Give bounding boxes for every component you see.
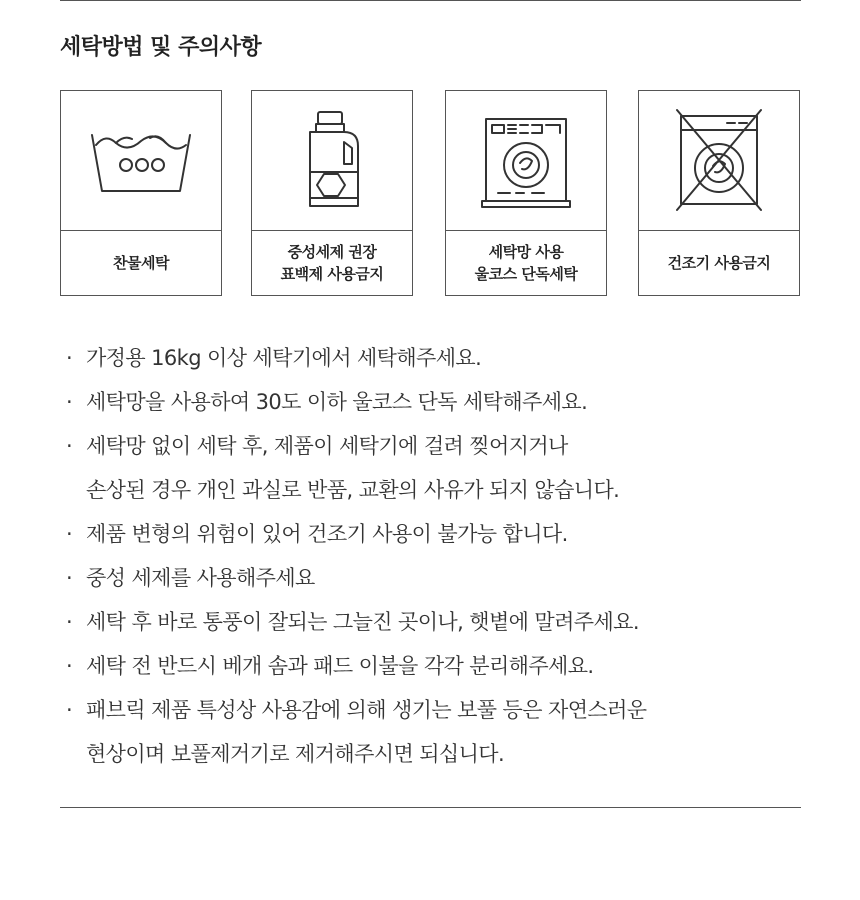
note-item bbox=[66, 644, 806, 688]
note-text: 세탁 후 바로 통풍이 잘되는 그늘진 곳이나, 햇볕에 말려주세요. bbox=[86, 610, 639, 634]
bullet-dot: · bbox=[66, 522, 73, 546]
note-text: 제품 변형의 위험이 있어 건조기 사용이 불가능 합니다. bbox=[86, 522, 568, 546]
note-item bbox=[66, 512, 806, 556]
care-card-cold-wash bbox=[60, 90, 222, 296]
care-card-neutral-detergent bbox=[251, 90, 413, 296]
section-title: 세탁방법 및 주의사항 bbox=[60, 35, 262, 60]
bullet-dot: · bbox=[66, 346, 73, 370]
care-card-label: 찬물세탁 bbox=[113, 254, 169, 272]
note-text: 가정용 16kg 이상 세탁기에서 세탁해주세요. bbox=[86, 346, 482, 370]
care-card-label: 중성세제 권장 표백제 사용금지 bbox=[280, 243, 384, 283]
bullet-dot: · bbox=[66, 610, 73, 634]
bullet-dot: · bbox=[66, 566, 73, 590]
note-text: 중성 세제를 사용해주세요 bbox=[86, 566, 315, 590]
cold-water-wash-icon bbox=[86, 121, 196, 201]
care-card-wool-course bbox=[445, 90, 607, 296]
care-card-icon-area bbox=[61, 91, 221, 231]
note-text: 세탁망을 사용하여 30도 이하 울코스 단독 세탁해주세요. bbox=[86, 390, 588, 414]
bullet-dot: · bbox=[66, 654, 73, 678]
bullet-dot: · bbox=[66, 390, 73, 414]
note-item bbox=[66, 424, 806, 512]
neutral-detergent-icon bbox=[292, 106, 372, 216]
note-text: 패브릭 제품 특성상 사용감에 의해 생기는 보풀 등은 자연스러운 현상이며 보풀제거기로 제거해주시면 되십니다. bbox=[86, 698, 647, 766]
bottom-divider bbox=[60, 807, 801, 808]
bullet-dot: · bbox=[66, 434, 73, 458]
note-text: 세탁망 없이 세탁 후, 제품이 세탁기에 걸려 찢어지거나 손상된 경우 개인 과실로 반품, 교환의 사유가 되지 않습니다. bbox=[86, 434, 620, 502]
washing-machine-icon bbox=[476, 111, 576, 211]
bullet-dot: · bbox=[66, 698, 73, 722]
care-card-icon-area bbox=[639, 91, 799, 231]
note-item bbox=[66, 336, 806, 380]
care-card-icon-area bbox=[446, 91, 606, 231]
care-notes-list bbox=[66, 336, 806, 776]
note-item bbox=[66, 600, 806, 644]
care-card-label: 세탁망 사용 울코스 단독세탁 bbox=[474, 243, 578, 283]
no-dryer-icon bbox=[669, 106, 769, 216]
note-text: 세탁 전 반드시 베개 솜과 패드 이불을 각각 분리해주세요. bbox=[86, 654, 594, 678]
care-card-no-dryer bbox=[638, 90, 800, 296]
top-divider bbox=[60, 0, 801, 1]
note-item bbox=[66, 556, 806, 600]
note-item bbox=[66, 688, 806, 776]
care-card-icon-area bbox=[252, 91, 412, 231]
care-card-label: 건조기 사용금지 bbox=[667, 254, 771, 272]
note-item bbox=[66, 380, 806, 424]
